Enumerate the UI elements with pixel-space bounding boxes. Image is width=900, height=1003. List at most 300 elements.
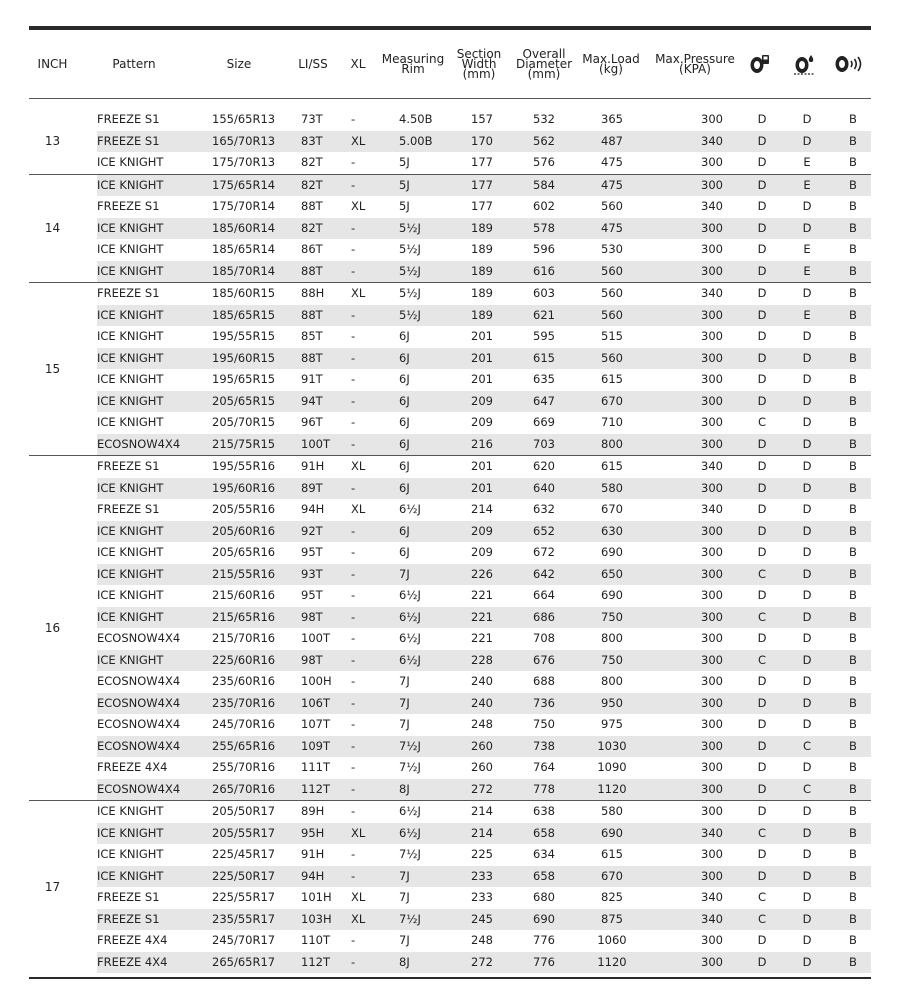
inch-label: 16 [44,621,61,635]
max-load-cell: 580 [601,480,623,495]
max-load-cell: 1120 [597,781,627,796]
fuel-rating-cell: D [757,393,767,408]
size-cell: 225/50R17 [212,868,276,883]
xl-cell: - [351,177,356,192]
pattern-cell: ECOSNOW4X4 [97,695,181,710]
noise-rating-cell: B [849,695,857,710]
section-width-cell: 240 [471,695,493,710]
overall-diameter-cell: 615 [533,350,555,365]
measuring-rim-cell: 6J [399,459,410,473]
table-row [97,434,871,456]
overall-diameter-cell: 642 [533,566,555,581]
size-cell: 195/60R15 [212,350,276,365]
fuel-rating-cell: D [757,523,767,538]
wet-grip-rating-cell: D [802,199,812,213]
max-pressure-cell: 300 [701,674,723,688]
table-row [97,757,871,779]
overall-diameter-cell: 680 [533,890,555,904]
measuring-rim-cell: 6½J [399,825,421,840]
measuring-rim-cell: 5½J [399,263,421,278]
wet-grip-rating-cell: C [802,781,812,796]
max-load-cell: 475 [601,177,623,192]
overall-diameter-cell: 776 [533,954,555,969]
wet-grip-rating-cell: D [802,415,812,429]
pattern-cell: ICE KNIGHT [97,329,164,343]
fuel-rating-cell: D [757,868,767,883]
wet-grip-rating-cell: D [802,652,812,667]
pattern-cell: ICE KNIGHT [97,393,164,408]
size-cell: 215/70R16 [212,631,276,645]
section-width-cell: 221 [471,588,493,602]
size-cell: 185/70R14 [212,263,276,278]
table-row [97,650,871,672]
overall-diameter-cell: 647 [533,393,555,408]
table-row [97,542,871,564]
li-ss-cell: 82T [301,177,323,192]
noise-rating-cell: B [849,220,857,235]
size-cell: 185/65R14 [212,242,276,256]
max-load-cell: 800 [601,436,623,451]
max-pressure-cell: 300 [701,868,723,883]
measuring-rim-cell: 7J [399,890,410,904]
xl-cell: - [351,760,356,774]
max-load-cell: 650 [601,566,623,581]
noise-rating-cell: B [849,393,857,408]
section-width-cell: 170 [471,133,493,148]
li-ss-cell: 88H [301,286,325,300]
max-pressure-cell: 340 [701,459,723,473]
li-ss-cell: 85T [301,329,323,343]
max-load-cell: 580 [601,804,623,818]
li-ss-cell: 73T [301,112,323,126]
section-width-cell: 189 [471,242,493,256]
noise-rating-cell: B [849,847,857,861]
fuel-rating-cell: D [757,350,767,365]
max-load-cell: 475 [601,220,623,235]
max-pressure-cell: 300 [701,263,723,278]
li-ss-cell: 88T [301,263,323,278]
tire-spec-table [29,109,871,973]
pattern-cell: FREEZE 4X4 [97,954,168,969]
noise-icon [829,30,869,98]
pattern-cell: ICE KNIGHT [97,588,164,602]
max-load-cell: 560 [601,350,623,365]
xl-cell: - [351,523,356,538]
xl-cell: - [351,263,356,278]
wet-grip-rating-cell: E [803,263,811,278]
li-ss-cell: 111T [301,760,330,774]
size-cell: 165/70R13 [212,133,276,148]
fuel-rating-cell: D [757,760,767,774]
wet-grip-rating-cell: D [802,393,812,408]
max-pressure-cell: 300 [701,588,723,602]
pattern-cell: ECOSNOW4X4 [97,674,181,688]
max-load-cell: 800 [601,674,623,688]
size-cell: 265/65R17 [212,954,276,969]
noise-rating-cell: B [849,133,857,148]
max-load-cell: 750 [601,609,623,624]
noise-rating-cell: B [849,480,857,495]
fuel-rating-cell: D [757,695,767,710]
header-max-load: Max.Load (kg) [582,52,640,76]
section-width-cell: 189 [471,286,493,300]
fuel-rating-cell: D [757,804,767,818]
max-pressure-cell: 300 [701,329,723,343]
xl-cell: - [351,933,356,947]
max-load-cell: 670 [601,868,623,883]
section-width-cell: 209 [471,415,493,429]
fuel-rating-cell: D [757,545,767,559]
section-width-cell: 201 [471,372,493,386]
max-pressure-cell: 300 [701,112,723,126]
pattern-cell: FREEZE S1 [97,286,160,300]
max-load-cell: 875 [601,911,623,926]
fuel-rating-cell: D [757,954,767,969]
xl-cell: XL [351,286,366,300]
overall-diameter-cell: 664 [533,588,555,602]
xl-cell: - [351,372,356,386]
wet-grip-rating-cell: D [802,350,812,365]
noise-rating-cell: B [849,112,857,126]
size-cell: 185/65R15 [212,307,276,322]
overall-diameter-cell: 658 [533,825,555,840]
noise-rating-cell: B [849,350,857,365]
overall-diameter-cell: 620 [533,459,555,473]
section-width-cell: 209 [471,523,493,538]
fuel-rating-cell: D [757,480,767,495]
section-width-cell: 189 [471,307,493,322]
size-cell: 205/65R16 [212,545,276,559]
pattern-cell: FREEZE S1 [97,199,160,213]
pattern-cell: ICE KNIGHT [97,372,164,386]
fuel-rating-cell: D [757,242,767,256]
section-width-cell: 248 [471,933,493,947]
fuel-rating-cell: D [757,847,767,861]
li-ss-cell: 94H [301,868,325,883]
table-row [97,801,871,823]
overall-diameter-cell: 602 [533,199,555,213]
header-xl: XL [350,57,366,71]
fuel-rating-cell: D [757,738,767,753]
measuring-rim-cell: 7J [399,868,410,883]
li-ss-cell: 96T [301,415,323,429]
max-pressure-cell: 300 [701,155,723,169]
fuel-rating-cell: C [757,825,767,840]
pattern-cell: ICE KNIGHT [97,220,164,235]
li-ss-cell: 82T [301,155,323,169]
wet-grip-rating-cell: E [803,177,811,192]
pattern-cell: FREEZE S1 [97,133,160,148]
pattern-cell: ICE KNIGHT [97,242,164,256]
li-ss-cell: 101H [301,890,332,904]
max-load-cell: 690 [601,825,623,840]
xl-cell: - [351,329,356,343]
measuring-rim-cell: 5J [399,199,410,213]
li-ss-cell: 95T [301,588,323,602]
xl-cell: - [351,804,356,818]
measuring-rim-cell: 7½J [399,760,421,774]
measuring-rim-cell: 6½J [399,652,421,667]
max-pressure-cell: 300 [701,436,723,451]
xl-cell: XL [351,911,366,926]
pattern-cell: ICE KNIGHT [97,155,164,169]
max-load-cell: 560 [601,263,623,278]
pattern-cell: ICE KNIGHT [97,825,164,840]
overall-diameter-cell: 778 [533,781,555,796]
table-row [97,564,871,586]
li-ss-cell: 106T [301,695,330,710]
wet-grip-rating-cell: D [802,868,812,883]
rim-group [29,455,871,800]
size-cell: 255/65R16 [212,738,276,753]
table-row [97,499,871,521]
fuel-rating-cell: C [757,566,767,581]
wet-grip-rating-cell: D [802,436,812,451]
size-cell: 235/55R17 [212,911,276,926]
section-width-cell: 233 [471,868,493,883]
li-ss-cell: 98T [301,609,323,624]
max-pressure-cell: 300 [701,738,723,753]
fuel-rating-cell: D [757,933,767,947]
xl-cell: - [351,868,356,883]
li-ss-cell: 109T [301,738,330,753]
wet-grip-rating-cell: D [802,523,812,538]
max-pressure-cell: 300 [701,350,723,365]
section-width-cell: 201 [471,459,493,473]
pattern-cell: ICE KNIGHT [97,415,164,429]
measuring-rim-cell: 5J [399,177,410,192]
noise-rating-cell: B [849,868,857,883]
overall-diameter-cell: 736 [533,695,555,710]
size-cell: 205/50R17 [212,804,276,818]
wet-grip-rating-cell: D [802,954,812,969]
max-pressure-cell: 340 [701,199,723,213]
size-cell: 205/70R15 [212,415,276,429]
wet-grip-rating-cell: D [802,566,812,581]
li-ss-cell: 89T [301,480,323,495]
overall-diameter-cell: 750 [533,717,555,731]
table-row [97,218,871,240]
max-pressure-cell: 300 [701,954,723,969]
table-row [97,521,871,543]
overall-diameter-cell: 669 [533,415,555,429]
overall-diameter-cell: 603 [533,286,555,300]
fuel-efficiency-icon [745,30,775,98]
xl-cell: - [351,415,356,429]
measuring-rim-cell: 7J [399,566,410,581]
li-ss-cell: 88T [301,307,323,322]
max-pressure-cell: 300 [701,609,723,624]
max-load-cell: 475 [601,155,623,169]
wet-grip-rating-cell: D [802,890,812,904]
max-load-cell: 515 [601,329,623,343]
table-row [97,823,871,845]
section-width-cell: 209 [471,545,493,559]
size-cell: 225/45R17 [212,847,276,861]
xl-cell: - [351,307,356,322]
noise-rating-cell: B [849,890,857,904]
measuring-rim-cell: 6J [399,393,410,408]
measuring-rim-cell: 6J [399,480,410,495]
inch-label: 14 [44,221,61,236]
section-width-cell: 233 [471,890,493,904]
size-cell: 205/60R16 [212,523,276,538]
noise-rating-cell: B [849,286,857,300]
fuel-rating-cell: D [757,717,767,731]
measuring-rim-cell: 7J [399,695,410,710]
xl-cell: - [351,674,356,688]
section-width-cell: 228 [471,652,493,667]
pattern-cell: ICE KNIGHT [97,545,164,559]
section-width-cell: 245 [471,911,493,926]
max-pressure-cell: 300 [701,307,723,322]
wet-grip-rating-cell: D [802,286,812,300]
size-cell: 225/60R16 [212,652,276,667]
size-cell: 205/65R15 [212,393,276,408]
li-ss-cell: 83T [301,133,323,148]
overall-diameter-cell: 621 [533,307,555,322]
xl-cell: XL [351,133,366,148]
xl-cell: - [351,566,356,581]
xl-cell: - [351,781,356,796]
measuring-rim-cell: 5½J [399,286,421,300]
noise-rating-cell: B [849,459,857,473]
li-ss-cell: 107T [301,717,330,731]
measuring-rim-cell: 7J [399,674,410,688]
section-width-cell: 177 [471,177,493,192]
max-load-cell: 690 [601,545,623,559]
noise-rating-cell: B [849,825,857,840]
measuring-rim-cell: 6J [399,545,410,559]
size-cell: 195/60R16 [212,480,276,495]
max-load-cell: 560 [601,199,623,213]
xl-cell: - [351,695,356,710]
max-load-cell: 615 [601,847,623,861]
noise-rating-cell: B [849,329,857,343]
max-pressure-cell: 300 [701,545,723,559]
section-width-cell: 221 [471,609,493,624]
wet-grip-rating-cell: D [802,112,812,126]
pattern-cell: FREEZE S1 [97,911,160,926]
overall-diameter-cell: 634 [533,847,555,861]
xl-cell: - [351,954,356,969]
fuel-rating-cell: C [757,415,767,429]
table-header [29,30,871,99]
max-pressure-cell: 300 [701,393,723,408]
overall-diameter-cell: 596 [533,242,555,256]
xl-cell: - [351,480,356,495]
xl-cell: XL [351,825,366,840]
section-width-cell: 260 [471,738,493,753]
pattern-cell: ICE KNIGHT [97,868,164,883]
table-row [97,391,871,413]
table-row [97,348,871,370]
size-cell: 225/55R17 [212,890,276,904]
fuel-rating-cell: D [757,286,767,300]
xl-cell: - [351,588,356,602]
noise-rating-cell: B [849,609,857,624]
section-width-cell: 201 [471,329,493,343]
size-cell: 255/70R16 [212,760,276,774]
pattern-cell: FREEZE 4X4 [97,933,168,947]
table-row [97,866,871,888]
overall-diameter-cell: 562 [533,133,555,148]
fuel-rating-cell: C [757,652,767,667]
wet-grip-rating-cell: D [802,220,812,235]
table-row [97,693,871,715]
overall-diameter-cell: 776 [533,933,555,947]
noise-rating-cell: B [849,911,857,926]
table-row [97,239,871,261]
wet-grip-rating-cell: E [803,307,811,322]
section-width-cell: 209 [471,393,493,408]
max-load-cell: 1090 [597,760,627,774]
measuring-rim-cell: 6½J [399,631,421,645]
wet-grip-rating-cell: D [802,545,812,559]
max-load-cell: 615 [601,372,623,386]
size-cell: 175/70R14 [212,199,276,213]
size-cell: 215/65R16 [212,609,276,624]
fuel-rating-cell: D [757,436,767,451]
wet-grip-rating-cell: D [802,459,812,473]
measuring-rim-cell: 8J [399,781,410,796]
pattern-cell: ICE KNIGHT [97,350,164,365]
overall-diameter-cell: 616 [533,263,555,278]
li-ss-cell: 82T [301,220,323,235]
overall-diameter-cell: 638 [533,804,555,818]
measuring-rim-cell: 5½J [399,307,421,322]
wet-grip-rating-cell: D [802,502,812,516]
table-row [97,779,871,801]
fuel-rating-cell: D [757,112,767,126]
noise-rating-cell: B [849,502,857,516]
pattern-cell: ECOSNOW4X4 [97,631,181,645]
noise-rating-cell: B [849,760,857,774]
max-pressure-cell: 300 [701,933,723,947]
overall-diameter-cell: 640 [533,480,555,495]
table-row [97,131,871,153]
max-load-cell: 1060 [597,933,627,947]
li-ss-cell: 91H [301,459,325,473]
xl-cell: - [351,220,356,235]
table-row [97,305,871,327]
overall-diameter-cell: 584 [533,177,555,192]
measuring-rim-cell: 5½J [399,242,421,256]
section-width-cell: 214 [471,825,493,840]
size-cell: 245/70R16 [212,717,276,731]
wet-grip-rating-cell: D [802,372,812,386]
overall-diameter-cell: 658 [533,868,555,883]
wet-grip-rating-cell: D [802,329,812,343]
measuring-rim-cell: 6J [399,415,410,429]
xl-cell: - [351,112,356,126]
pattern-cell: ICE KNIGHT [97,609,164,624]
bottom-rule [29,977,871,979]
max-load-cell: 1030 [597,738,627,753]
measuring-rim-cell: 8J [399,954,410,969]
wet-grip-rating-cell: D [802,847,812,861]
overall-diameter-cell: 635 [533,372,555,386]
li-ss-cell: 92T [301,523,323,538]
wet-grip-rating-cell: E [803,242,811,256]
li-ss-cell: 93T [301,566,323,581]
noise-rating-cell: B [849,242,857,256]
measuring-rim-cell: 6J [399,350,410,365]
max-pressure-cell: 340 [701,133,723,148]
size-cell: 195/65R15 [212,372,276,386]
fuel-rating-cell: D [757,459,767,473]
max-pressure-cell: 300 [701,372,723,386]
